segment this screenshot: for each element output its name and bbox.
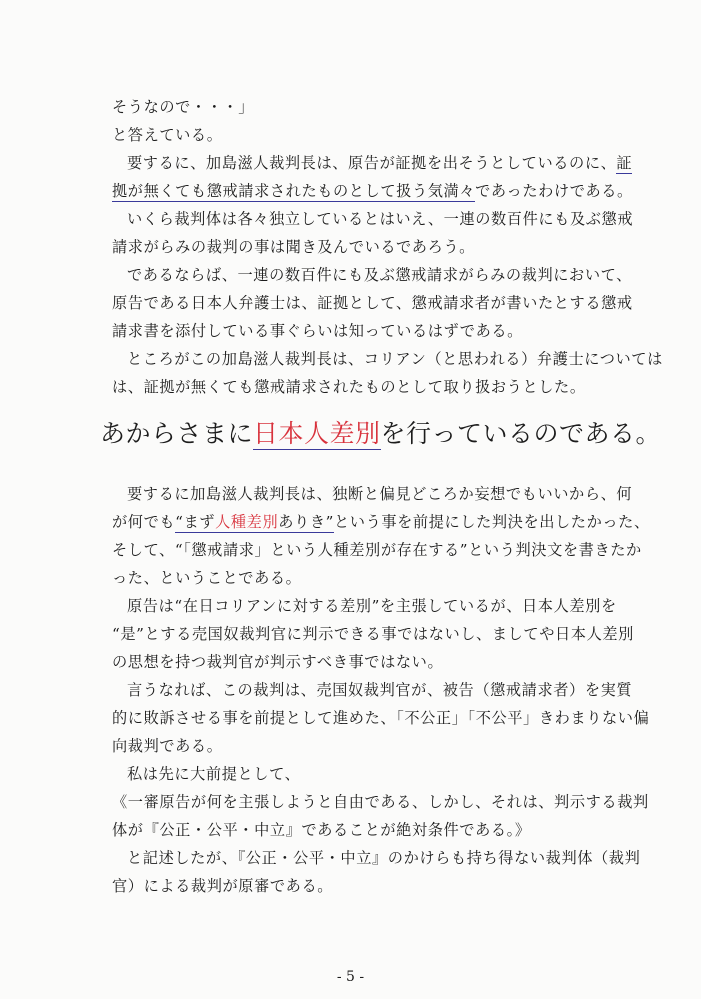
text-line: と記述したが、『公正・公平・中立』のかけらも持ち得ない裁判体（裁判	[127, 849, 641, 867]
text-line: 私は先に大前提として、	[127, 765, 301, 783]
text-line: 原告は“在日コリアンに対する差別”を主張しているが、日本人差別を	[127, 597, 617, 615]
text-line: 要するに、加島滋人裁判長は、原告が証拠を出そうとしているのに、証	[127, 154, 633, 172]
text-line: 請求書を添付している事ぐらいは知っているはずである。	[112, 322, 523, 340]
text-line: いくら裁判体は各々独立しているとはいえ、一連の数百件にも及ぶ懲戒	[127, 210, 634, 228]
text-line: 的に敗訴させる事を前提として進めた、「不公正」「不公平」きわまりない偏	[112, 709, 650, 727]
text-line: そして、“「懲戒請求」という人種差別が存在する”という判決文を書きたか	[112, 541, 642, 559]
text-line: った、ということである。	[112, 569, 302, 587]
underlined-text: “まず	[175, 513, 216, 531]
page-number: - 5 -	[336, 969, 365, 985]
underlined-text: 拠が無くても懲戒請求されたものとして扱う気満々	[112, 182, 476, 200]
text-line: そうなので・・・」	[112, 98, 255, 116]
highlight-text: 人種差別	[215, 513, 279, 531]
text-line: 拠が無くても懲戒請求されたものとして扱う気満々であったわけである。	[112, 182, 633, 200]
text-line: ところがこの加島滋人裁判長は、コリアン（と思われる）弁護士については	[127, 350, 663, 368]
text-line: が何でも“まず人種差別ありき”という事を前提にした判決を出したかった、	[112, 513, 650, 531]
heading-highlight: 日本人差別	[253, 419, 381, 448]
text-line: は、証拠が無くても懲戒請求されたものとして取り扱おうとした。	[112, 378, 586, 396]
text-line: 向裁判である。	[112, 737, 223, 755]
text-line: 言うなれば、この裁判は、売国奴裁判官が、被告（懲戒請求者）を実質	[127, 681, 633, 699]
text-line: 体が『公正・公平・中立』であることが絶対条件である。》	[112, 821, 531, 839]
text-line: 要するに加島滋人裁判長は、独断と偏見どころか妄想でもいいから、何	[127, 485, 633, 503]
text-line: であるならば、一連の数百件にも及ぶ懲戒請求がらみの裁判において、	[127, 266, 632, 284]
text-line: 原告である日本人弁護士は、証拠として、懲戒請求者が書いたとする懲戒	[112, 294, 633, 312]
text-line: “是”とする売国奴裁判官に判示できる事ではないし、ましてや日本人差別	[112, 625, 634, 643]
underlined-text: ありき”	[278, 513, 334, 531]
text-line: 官）による裁判が原審である。	[112, 877, 334, 895]
section-heading: あからさまに日本人差別を行っているのである。	[100, 419, 662, 448]
text-line: 請求がらみの裁判の事は聞き及んでいるであろう。	[112, 238, 475, 256]
underlined-text: 証	[616, 154, 633, 172]
text-line: 《一審原告が何を主張しようと自由である、しかし、それは、判示する裁判	[112, 793, 649, 811]
text-line: と答えている。	[112, 126, 223, 144]
text-line: の思想を持つ裁判官が判示すべき事ではない。	[112, 653, 444, 671]
